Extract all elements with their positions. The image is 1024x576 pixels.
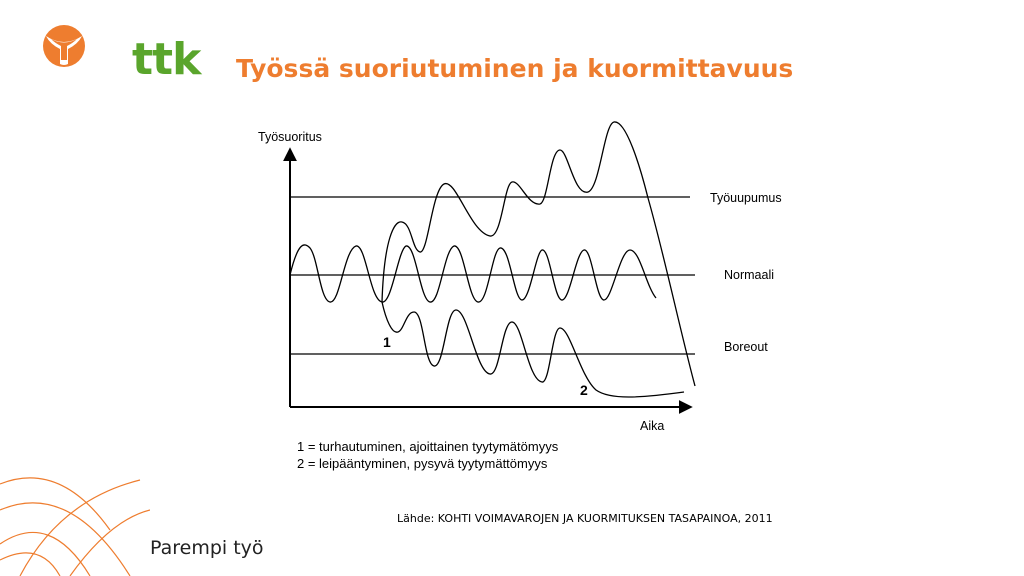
curve-burnout [382, 122, 695, 386]
marker-2: 2 [580, 382, 588, 398]
marker-1: 1 [383, 334, 391, 350]
decorative-arcs [0, 440, 150, 576]
level-label-normaali: Normaali [724, 268, 775, 282]
x-axis-label: Aika [640, 419, 665, 433]
level-label-boreout: Boreout [724, 340, 768, 354]
level-label-tyouupumus: Työuupumus [710, 191, 782, 205]
diagram-legend [297, 438, 558, 472]
legend-item-1: 1 = turhautuminen, ajoittainen tyytymätömyys [297, 439, 559, 454]
legend-item-2: 2 = leipääntyminen, pysyvä tyytymättömyys [297, 456, 548, 471]
curve-normal [290, 245, 656, 302]
logo-text: ttk [132, 34, 201, 85]
y-axis-label: Työsuoritus [258, 130, 322, 144]
footer-tagline: Parempi työ [150, 537, 264, 559]
source-note: Lähde: KOHTI VOIMAVAROJEN JA KUORMITUKSEN TASAPAINOA, 2011 [397, 512, 773, 525]
slide-title: Työssä suoriutuminen ja kuormittavuus [236, 54, 794, 83]
curve-boreout [382, 302, 684, 397]
